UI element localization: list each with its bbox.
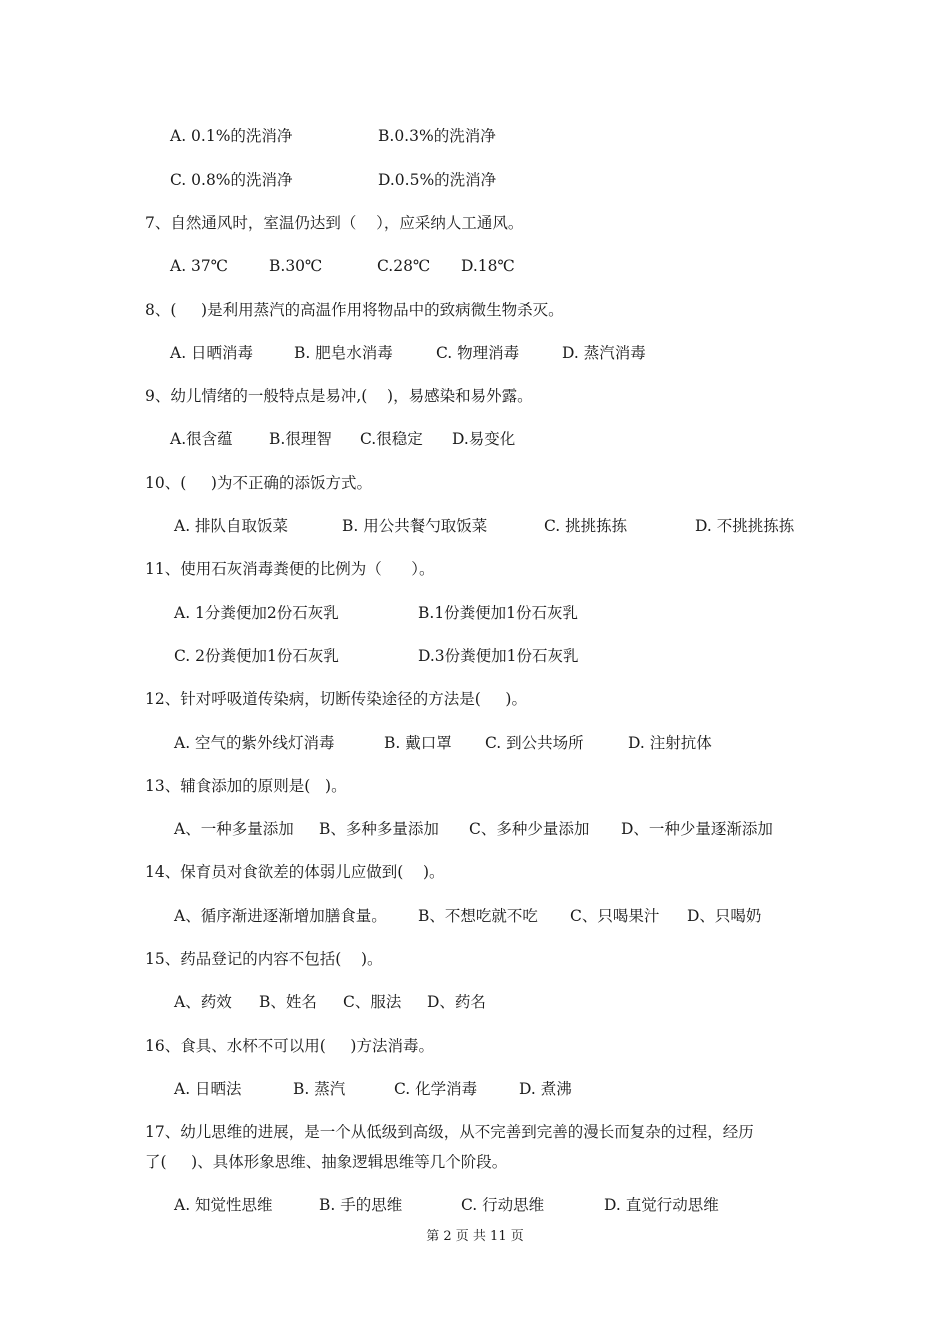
page-number-footer: 第 2 页 共 11 页 [426,1229,524,1244]
q16-option-c: C. 化学消毒 [394,1080,478,1098]
question-8: 8、( )是利用蒸汽的高温作用将物品中的致病微生物杀灭。 [145,301,564,319]
q16-option-b: B. 蒸汽 [293,1080,346,1098]
question-13: 13、辅食添加的原则是( )。 [145,777,347,795]
q10-option-c: C. 挑挑拣拣 [544,517,628,535]
q6-option-b: B.0.3%的洗消净 [378,127,496,145]
question-9: 9、幼儿情绪的一般特点是易冲,( )，易感染和易外露。 [145,387,533,405]
question-11: 11、使用石灰消毒粪便的比例为（ ）。 [145,560,435,578]
question-16: 16、食具、水杯不可以用( )方法消毒。 [145,1037,434,1055]
q8-option-d: D. 蒸汽消毒 [562,344,646,362]
q13-option-c: C、多种少量添加 [469,820,590,838]
q17-option-d: D. 直觉行动思维 [604,1196,719,1214]
question-10: 10、( )为不正确的添饭方式。 [145,474,372,492]
q13-option-d: D、一种少量逐渐添加 [621,820,773,838]
q9-option-b: B.很理智 [269,430,332,448]
q17-option-c: C. 行动思维 [461,1196,545,1214]
question-17-line2: 了( )、具体形象思维、抽象逻辑思维等几个阶段。 [145,1153,508,1171]
q12-option-b: B. 戴口罩 [384,734,452,752]
q10-option-b: B. 用公共餐勺取饭菜 [342,517,488,535]
q16-option-d: D. 煮沸 [519,1080,572,1098]
q7-option-a: A. 37℃ [170,257,229,275]
q8-option-c: C. 物理消毒 [436,344,520,362]
q10-option-a: A. 排队自取饭菜 [174,517,289,535]
q13-option-a: A、一种多量添加 [174,820,294,838]
question-7: 7、自然通风时，室温仍达到（ ），应采纳人工通风。 [145,214,524,232]
q11-option-d: D.3份粪便加1份石灰乳 [418,647,579,665]
q14-option-c: C、只喝果汁 [570,907,660,925]
q14-option-b: B、不想吃就不吃 [418,907,538,925]
q17-option-b: B. 手的思维 [319,1196,403,1214]
q12-option-c: C. 到公共场所 [485,734,584,752]
q10-option-d: D. 不挑挑拣拣 [695,517,795,535]
q14-option-a: A、循序渐进逐渐增加膳食量。 [174,907,387,925]
q16-option-a: A. 日晒法 [174,1080,242,1098]
q7-option-d: D.18℃ [461,257,515,275]
q8-option-a: A. 日晒消毒 [170,344,254,362]
q11-option-b: B.1份粪便加1份石灰乳 [418,604,579,622]
q12-option-a: A. 空气的紫外线灯消毒 [174,734,335,752]
q15-option-a: A、药效 [174,993,232,1011]
q14-option-d: D、只喝奶 [687,907,762,925]
q15-option-b: B、姓名 [259,993,317,1011]
q9-option-d: D.易变化 [452,430,516,448]
q9-option-c: C.很稳定 [360,430,423,448]
question-14: 14、保育员对食欲差的体弱儿应做到( )。 [145,863,445,881]
q9-option-a: A.很含蕴 [170,430,233,448]
question-12: 12、针对呼吸道传染病，切断传染途径的方法是( )。 [145,690,527,708]
q12-option-d: D. 注射抗体 [628,734,712,752]
q13-option-b: B、多种多量添加 [319,820,439,838]
q8-option-b: B. 肥皂水消毒 [294,344,393,362]
q7-option-b: B.30℃ [269,257,323,275]
q17-option-a: A. 知觉性思维 [174,1196,273,1214]
q11-option-c: C. 2份粪便加1份石灰乳 [174,647,339,665]
q6-option-a: A. 0.1%的洗消净 [170,127,293,145]
q6-option-d: D.0.5%的洗消净 [378,171,497,189]
q11-option-a: A. 1分粪便加2份石灰乳 [174,604,339,622]
q7-option-c: C.28℃ [377,257,431,275]
q15-option-d: D、药名 [427,993,486,1011]
q6-option-c: C. 0.8%的洗消净 [170,171,293,189]
question-15: 15、药品登记的内容不包括( )。 [145,950,383,968]
q15-option-c: C、服法 [343,993,402,1011]
question-17-line1: 17、幼儿思维的进展，是一个从低级到高级，从不完善到完善的漫长而复杂的过程，经历 [145,1123,754,1141]
